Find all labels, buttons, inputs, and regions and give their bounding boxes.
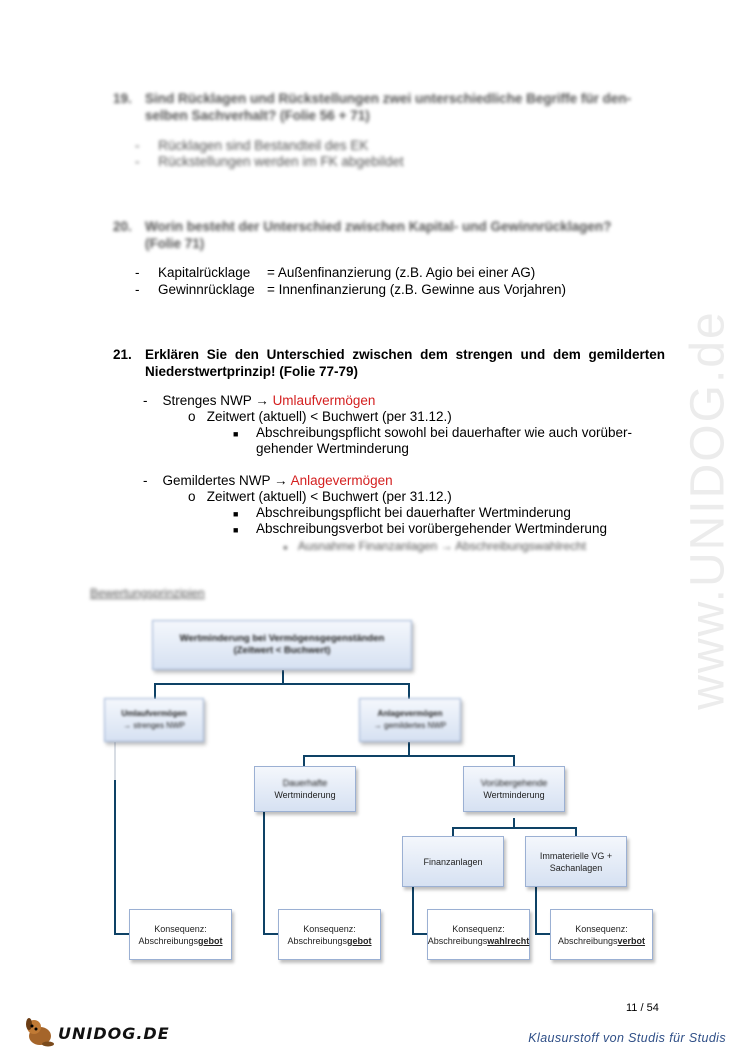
dauerhaft-box — [254, 766, 356, 812]
anlage-box-line1: Anlagevermögen — [377, 709, 443, 718]
connector — [303, 755, 515, 757]
q20-row-1-value: = Außenfinanzierung (z.B. Agio bei einer AG) — [267, 265, 536, 280]
konsequenz-1-label: Konsequenz: — [154, 923, 207, 934]
konsequenz-box-4 — [550, 909, 653, 960]
q20-row-1-dash: - — [135, 265, 140, 280]
konsequenz-4-label: Konsequenz: — [575, 923, 628, 934]
footer-tagline: Klausurstoff von Studis für Studis — [528, 1031, 726, 1045]
konsequenz-3-label: Konsequenz: — [452, 923, 505, 934]
gemildert-label: Gemildertes NWP → — [162, 473, 291, 488]
root-box-line2: (Zeitwert < Buchwert) — [233, 645, 331, 656]
strenges-sub-text: Zeitwert (aktuell) < Buchwert (per 31.12.) — [206, 409, 452, 424]
gemildert-item-2: ■ Abschreibungsverbot bei vorübergehender Wertminderung — [233, 521, 607, 536]
anlage-box — [359, 698, 461, 742]
page-number: 11 / 54 — [626, 1002, 659, 1014]
voruebergehend-box-line2: Wertminderung — [483, 790, 545, 800]
q20-line2: (Folie 71) — [145, 236, 205, 251]
konsequenz-2-prefix: Abschreibungs — [287, 935, 348, 946]
gemildert-sub-text: Zeitwert (aktuell) < Buchwert (per 31.12.) — [206, 489, 452, 504]
umlauf-box-line2: → strenges NWP — [123, 721, 185, 730]
finanzanlagen-box — [402, 836, 504, 887]
q20-line1: Worin besteht der Unterschied zwischen Kapital- und Gewinnrücklagen? — [145, 219, 612, 234]
dauerhaft-box-line2: Wertminderung — [274, 790, 336, 800]
connector — [452, 827, 577, 829]
konsequenz-1-value: gebot — [198, 935, 223, 946]
dog-icon — [22, 1014, 58, 1050]
konsequenz-1-prefix: Abschreibungs — [138, 935, 199, 946]
q20-row-2 — [135, 282, 567, 298]
q20-row-2-dash: - — [135, 282, 140, 297]
strenges-sub — [188, 409, 452, 425]
immat-box-line1: Immaterielle VG + — [539, 850, 613, 861]
connector — [408, 683, 410, 699]
q20-number: 20. — [113, 219, 132, 234]
gemildert-item-1-text: Abschreibungspflicht bei dauerhafter Wertminderung — [256, 505, 571, 520]
konsequenz-box-2 — [278, 909, 381, 960]
q19-line2: selben Sachverhalt? (Folie 56 + 71) — [145, 108, 370, 123]
strenges-nwp — [143, 393, 375, 409]
konsequenz-box-1 — [129, 909, 232, 960]
root-box — [152, 620, 412, 670]
konsequenz-box-3 — [427, 909, 530, 960]
connector — [282, 670, 284, 684]
connector — [412, 887, 414, 935]
diagram-title: Bewertungsprinzipien — [90, 586, 205, 600]
q21-question — [145, 346, 665, 380]
watermark: www.UNIDOG.de — [681, 310, 735, 710]
connector — [154, 683, 156, 699]
immat-box — [525, 836, 627, 887]
gemildert-exception: ● Ausnahme Finanzanlagen → Abschreibungswahlrecht — [283, 539, 587, 553]
q20-question — [145, 218, 665, 252]
gemildert-dash: - — [143, 473, 148, 488]
immat-box-line2: Sachanlagen — [549, 862, 603, 873]
connector — [535, 887, 537, 935]
connector — [114, 780, 116, 934]
konsequenz-2-value: gebot — [347, 935, 372, 946]
strenges-item-line2: gehender Wertminderung — [256, 441, 409, 456]
q19-bullet-1: - Rücklagen sind Bestandteil des EK — [135, 138, 369, 153]
strenges-item: ■ Abschreibungspflicht sowohl bei dauerhafter wie auch vorüber- — [233, 425, 632, 440]
gemildert-sub — [188, 489, 452, 505]
q21-number: 21. — [113, 347, 132, 362]
konsequenz-4-prefix: Abschreibungs — [557, 935, 618, 946]
q19-number: 19. — [113, 91, 132, 106]
strenges-label: Strenges NWP → — [162, 393, 273, 408]
dauerhaft-box-line1: Dauerhafte — [282, 778, 328, 788]
connector — [408, 742, 410, 756]
q19-line1: Sind Rücklagen und Rückstellungen zwei unterschiedliche Begriffe für den- — [145, 91, 632, 106]
gemildert-sub-bullet: o — [188, 489, 196, 504]
unidog-logo — [22, 1014, 170, 1050]
umlauf-box — [104, 698, 204, 742]
q20-row-1-label: Kapitalrücklage — [158, 265, 251, 280]
konsequenz-2-label: Konsequenz: — [303, 923, 356, 934]
q19-bullet-2-text: Rückstellungen werden im FK abgebildet — [158, 154, 404, 169]
gemildert-target: Anlagevermögen — [290, 473, 393, 488]
strenges-sub-bullet: o — [188, 409, 196, 424]
voruebergehend-box — [463, 766, 565, 812]
gemildert-item-1: ■ Abschreibungspflicht bei dauerhafter Wertminderung — [233, 505, 571, 520]
finanzanlagen-box-text: Finanzanlagen — [423, 856, 483, 867]
konsequenz-3-value: wahlrecht — [487, 935, 530, 946]
voruebergehend-box-line1: Vorübergehende — [480, 778, 548, 788]
q20-row-2-label: Gewinnrücklage — [158, 282, 255, 297]
gemildert-item-2-text: Abschreibungsverbot bei vorübergehender Wertminderung — [256, 521, 607, 536]
q19-bullet-2: - Rückstellungen werden im FK abgebildet — [135, 154, 404, 169]
q19-bullet-1-text: Rücklagen sind Bestandteil des EK — [158, 138, 369, 153]
konsequenz-3-prefix: Abschreibungs — [427, 935, 488, 946]
gemildertes-nwp — [143, 473, 393, 489]
gemildert-exception-text: Ausnahme Finanzanlagen → Abschreibungswahlrecht — [297, 539, 587, 553]
q19-question — [145, 90, 665, 124]
logo-text: UNIDOG.DE — [58, 1024, 170, 1043]
strenges-target: Umlaufvermögen — [272, 393, 376, 408]
strenges-item-line1: Abschreibungspflicht sowohl bei dauerhafter wie auch vorüber- — [256, 425, 632, 440]
umlauf-box-line1: Umlaufvermögen — [121, 709, 187, 718]
q20-row-2-value: = Innenfinanzierung (z.B. Gewinne aus Vorjahren) — [267, 282, 567, 297]
anlage-box-line2: → gemildertes NWP — [373, 721, 447, 730]
connector — [154, 683, 410, 685]
root-box-line1: Wertminderung bei Vermögensgegenständen — [179, 633, 385, 644]
konsequenz-4-value: verbot — [617, 935, 646, 946]
q21-line2: Niederstwertprinzip! (Folie 77-79) — [145, 364, 359, 379]
strenges-dash: - — [143, 393, 148, 408]
q21-line1: Erklären Sie den Unterschied zwischen dem strengen und dem gemilderten — [145, 347, 665, 362]
q20-row-1 — [135, 265, 536, 281]
